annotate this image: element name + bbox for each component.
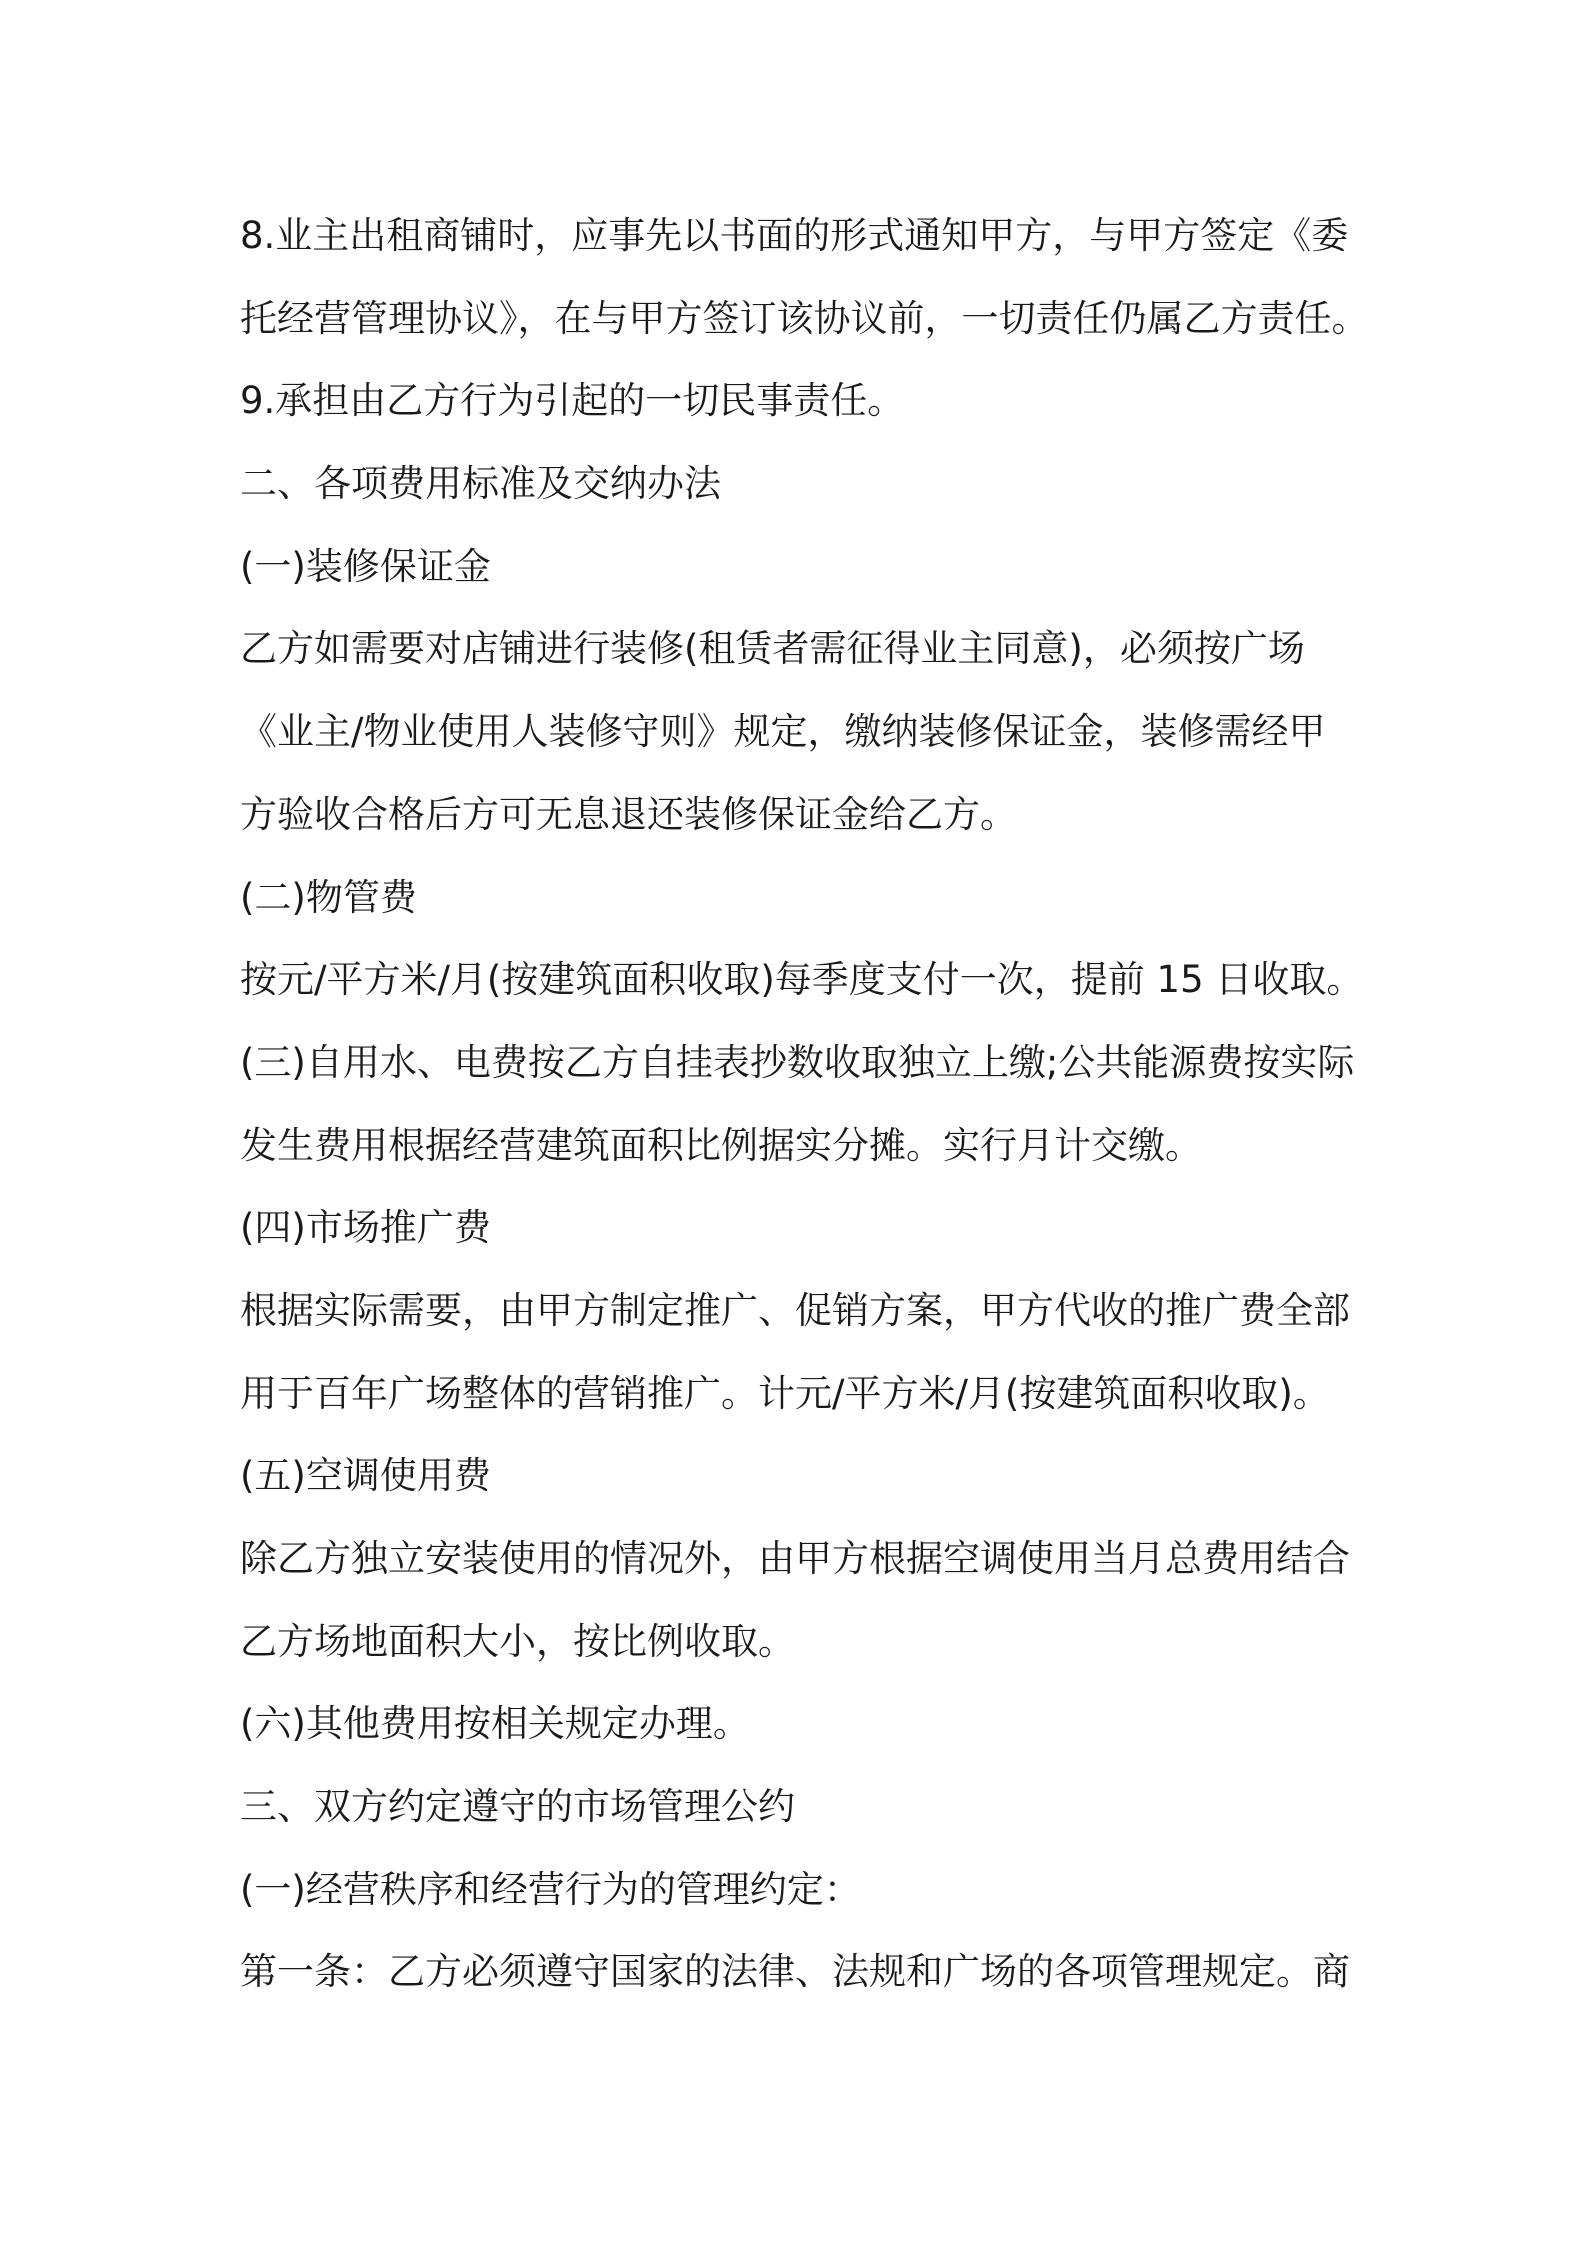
- subsection-heading: (一)装修保证金: [240, 544, 491, 588]
- text-line: 按元/平方米/月(按建筑面积收取)每季度支付一次，提前 15 日收取。: [240, 958, 1364, 1002]
- subsection-heading: (二)物管费: [240, 875, 417, 919]
- text-line: 《业主/物业使用人装修守则》规定，缴纳装修保证金，装修需经甲: [240, 710, 1326, 754]
- text-line: (六)其他费用按相关规定办理。: [240, 1702, 750, 1746]
- subsection-heading: (五)空调使用费: [240, 1454, 491, 1498]
- document-body: [240, 195, 1370, 2014]
- text-line: 托经营管理协议》，在与甲方签订该协议前，一切责任仍属乙方责任。: [240, 296, 1369, 340]
- text-line: 8.业主出租商铺时，应事先以书面的形式通知甲方，与甲方签定《委: [240, 214, 1349, 257]
- text-line: 根据实际需要，由甲方制定推广、促销方案，甲方代收的推广费全部: [240, 1288, 1350, 1332]
- text-line: 用于百年广场整体的营销推广。计元/平方米/月(按建筑面积收取)。: [240, 1371, 1330, 1415]
- text-line: 9.承担由乙方行为引起的一切民事责任。: [240, 379, 905, 423]
- text-line: 第一条：乙方必须遵守国家的法律、法规和广场的各项管理规定。商: [240, 1950, 1350, 1994]
- subsection-heading: (一)经营秩序和经营行为的管理约定：: [240, 1867, 861, 1911]
- text-line: 乙方场地面积大小，按比例收取。: [240, 1619, 795, 1663]
- text-line: (三)自用水、电费按乙方自挂表抄数收取独立上缴;公共能源费按实际: [240, 1040, 1355, 1084]
- section-heading: 二、各项费用标准及交纳办法: [240, 462, 721, 506]
- text-line: 方验收合格后方可无息退还装修保证金给乙方。: [240, 792, 1017, 836]
- subsection-heading: (四)市场推广费: [240, 1206, 491, 1250]
- text-line: 除乙方独立安装使用的情况外，由甲方根据空调使用当月总费用结合: [240, 1537, 1350, 1580]
- text-line: 乙方如需要对店铺进行装修(租赁者需征得业主同意)，必须按广场: [240, 627, 1305, 671]
- section-heading: 三、双方约定遵守的市场管理公约: [240, 1785, 795, 1829]
- text-line: 发生费用根据经营建筑面积比例据实分摊。实行月计交缴。: [240, 1123, 1202, 1167]
